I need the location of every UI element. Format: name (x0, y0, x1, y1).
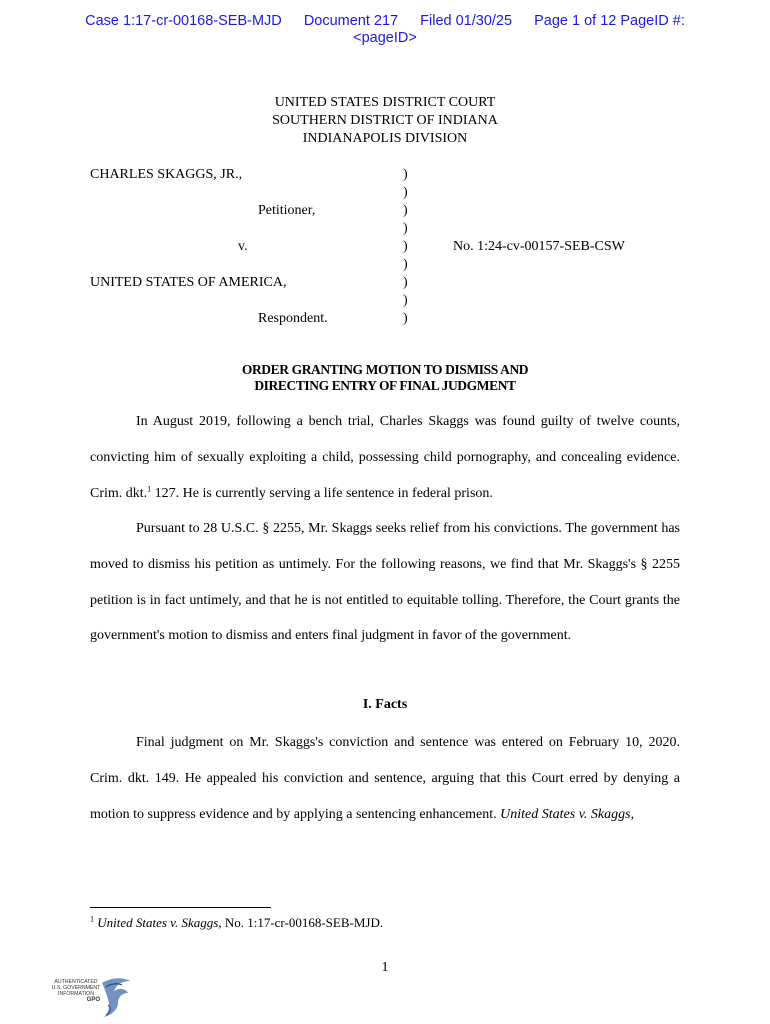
gpo-logo-line: AUTHENTICATED (54, 979, 98, 985)
order-title (0, 362, 770, 394)
footnote (90, 914, 383, 932)
gpo-authentication-logo (44, 975, 134, 1019)
court-division: INDIANAPOLIS DIVISION (302, 131, 468, 146)
caption-parentheses (403, 166, 408, 328)
court-name: UNITED STATES DISTRICT COURT (274, 95, 496, 110)
gpo-mark: GPO (86, 997, 100, 1003)
stamp-filed-date: Filed 01/30/25 (420, 13, 513, 29)
stamp-pageid: <pageID> (353, 30, 417, 46)
caption-paren: ) (403, 257, 408, 272)
caption-paren: ) (403, 167, 408, 182)
caption-paren: ) (403, 185, 408, 200)
petitioner-role: Petitioner, (258, 203, 316, 218)
order-title-line: ORDER GRANTING MOTION TO DISMISS AND (241, 362, 529, 377)
section-heading: I. Facts (362, 697, 408, 712)
caption-paren: ) (403, 293, 408, 308)
respondent-role: Respondent. (258, 311, 328, 326)
order-title-line: DIRECTING ENTRY OF FINAL JUDGMENT (254, 378, 516, 393)
paragraph-1 (90, 404, 680, 511)
caption-paren: ) (403, 239, 408, 254)
paragraph-3 (90, 725, 680, 832)
court-heading (0, 94, 770, 148)
paragraph-text: , (630, 806, 635, 822)
footnote-number: 1 (90, 914, 94, 924)
filing-stamp (0, 13, 770, 47)
respondent-name: UNITED STATES OF AMERICA, (90, 275, 287, 290)
footnote-text: , No. 1:17-cr-00168-SEB-MJD. (218, 915, 384, 930)
eagle-icon (98, 975, 132, 1019)
footnote-citation: United States v. Skaggs (97, 915, 219, 930)
gpo-logo-line: INFORMATION (58, 991, 94, 997)
court-district: SOUTHERN DISTRICT OF INDIANA (272, 113, 498, 128)
case-citation: United States v. Skaggs (500, 806, 631, 822)
case-number: No. 1:24-cv-00157-SEB-CSW (453, 239, 625, 254)
versus: v. (238, 239, 248, 254)
footnote-ref[interactable]: 1 (147, 483, 152, 493)
footnote-divider (90, 907, 271, 908)
stamp-page-info: Page 1 of 12 PageID #: (534, 13, 685, 29)
paragraph-text: In August 2019, following a bench trial, Charles Skaggs was found guilty of twelve counts, convicting him of sexually exploiting a child, possessing child pornography, and concealing evidence. Crim. dkt. (90, 414, 680, 501)
stamp-case-number: Case 1:17-cr-00168-SEB-MJD (85, 13, 282, 29)
paragraph-2 (90, 511, 680, 654)
caption-paren: ) (403, 203, 408, 218)
caption-paren: ) (403, 221, 408, 236)
caption-paren: ) (403, 311, 408, 326)
page-number: 1 (381, 960, 389, 975)
gpo-logo-line: U.S. GOVERNMENT (51, 985, 101, 991)
paragraph-text: Pursuant to 28 U.S.C. § 2255, Mr. Skaggs seeks relief from his convictions. The government has moved to dismiss his petition as untimely. For the following reasons, we find that Mr. Skaggs's § 2255 petition is in fact untimely, and that he is not entitled to equitable tolling. Therefore, the Court grants the government's motion to dismiss and enters final judgment in favor of the government. (90, 521, 680, 644)
caption-paren: ) (403, 275, 408, 290)
paragraph-text: Final judgment on Mr. Skaggs's conviction and sentence was entered on February 10, 2020. Crim. dkt. 149. He appealed his conviction and sentence, arguing that this Court erred by denying a motion to suppress evidence and by applying a sentencing enhancement. (90, 735, 680, 822)
petitioner-name: CHARLES SKAGGS, JR., (90, 167, 243, 182)
paragraph-text: 127. He is currently serving a life sentence in federal prison. (151, 485, 493, 501)
stamp-document-number: Document 217 (303, 13, 399, 29)
